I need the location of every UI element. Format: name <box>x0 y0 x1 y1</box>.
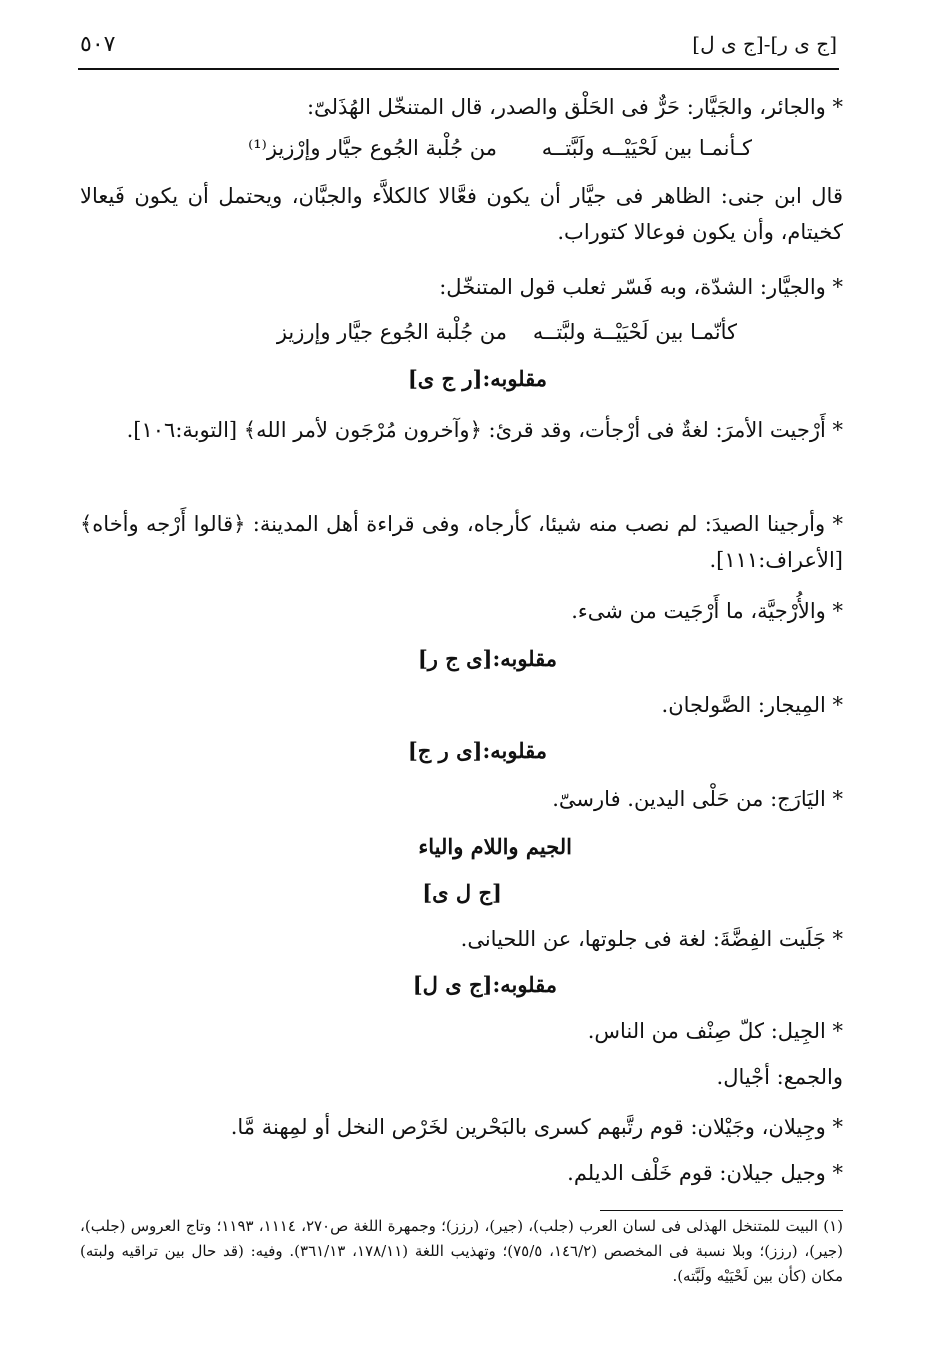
verse-2-second-hemistich: من جُلْبة الجُوع جيَّار وإرزيز <box>276 320 507 344</box>
entry-jil: * الجِيل: كلّ صِنْف من الناس. <box>587 1019 843 1043</box>
heading-maqlub-yjr: مقلوبه:[ى ج ر] <box>417 646 557 671</box>
heading-maqlub-yrj: مقلوبه:[ى ر ج] <box>407 738 547 763</box>
entry-jilan: * وجِيلان، وجَيْلان: قوم رتَّبهم كسرى بالبَحْرين لخَرْص النخل أو لمِهنة مَّا. <box>230 1115 843 1139</box>
verse-2-first-hemistich: كأنّمـا بين لَحْيَيْــة ولبَّتــه <box>532 320 737 344</box>
entry-jalayt: * جَلَيت الفِضَّةَ: لغة فى جلوتها، عن اللحيانى. <box>460 927 843 951</box>
footnote-rule <box>600 1210 843 1211</box>
entry-jil-plural: والجمع: أجْيال. <box>716 1065 843 1089</box>
heading-maqlub-rjy: مقلوبه:[ر ج ى] <box>407 366 547 391</box>
verse-1-first-hemistich: كـأنمـا بين لَحْيَيْــه ولَبَّتــه <box>541 136 752 160</box>
heading-jim-lam-ya: الجيم واللام والياء <box>418 834 572 859</box>
entry-jil-jilan: * وجيل جيلان: قوم خَلْف الديلم. <box>567 1161 843 1185</box>
heading-jly: [ج ل ى] <box>422 880 502 905</box>
footnote: (١) البيت للمتنخل الهذلى فى لسان العرب (جلب)، (جير)، (رزز)؛ وجمهرة اللغة ص٢٧٠، ١١١٤، ١١٩٣؛ وتاج العروس (جلب)، (جير)، (رزز)؛ وبلا نسبة فى المخصص (١٤٦/٢، ٧٥/٥)؛ وتهذيب اللغة (١٧٨/١١، ٣٦١/١٣). وفيه: (قد حال بين تراقيه ولبته) مكان (كأن بين لَحْيَيْه ولَبَّته). <box>80 1217 844 1285</box>
verse-1-second-hemistich: من جُلْبة الجُوع جيَّار وإرْزيز⁽¹⁾ <box>248 136 497 160</box>
entry-jayyar-heat: * والجائر، والجَيَّار: حَرٌّ فى الحَلْق والصدر، قال المتنخّل الهُذَلىّ: <box>306 95 843 119</box>
running-title: [ج ى ر]-[ج ى ل] <box>692 32 837 56</box>
entry-arjayna: * وأرجينا الصيدَ: لم نصب منه شيئا، كأرجاه، وفى قراءة أهل المدينة: ﴿قالوا أَرْجه وأخاه﴾ [الأعراف:١١١]. <box>80 512 843 572</box>
heading-maqlub-jyl: مقلوبه:[ج ى ل] <box>412 972 557 997</box>
ibn-jinni-paragraph: قال ابن جنى: الظاهر فى جيَّار أن يكون فعَّالا كالكلاَّء والجبَّان، ويحتمل أن يكون فَيعالا كخيتام، وأن يكون فوعالا كتوراب. <box>80 184 843 244</box>
header-rule <box>78 68 839 70</box>
entry-mijar: * المِيجار: الصَّولجان. <box>661 693 843 717</box>
entry-yaraj: * اليَارَج: من حَلْى اليدين. فارسىّ. <box>552 787 843 811</box>
entry-jayyar-severity: * والجيَّار: الشدّة، وبه فَسّر ثعلب قول المتنخّل: <box>439 275 843 299</box>
entry-arjayt: * أَرْجيت الأمرَ: لغةٌ فى أرْجأت، وقد قرئ: ﴿وآخرون مُرْجَون لأمر الله﴾ [التوبة:١٠٦]. <box>126 418 843 442</box>
page-number: ٥٠٧ <box>80 32 116 57</box>
entry-urjiyya: * والأُرْجيَّة، ما أَرْجَيت من شىء. <box>571 599 843 623</box>
